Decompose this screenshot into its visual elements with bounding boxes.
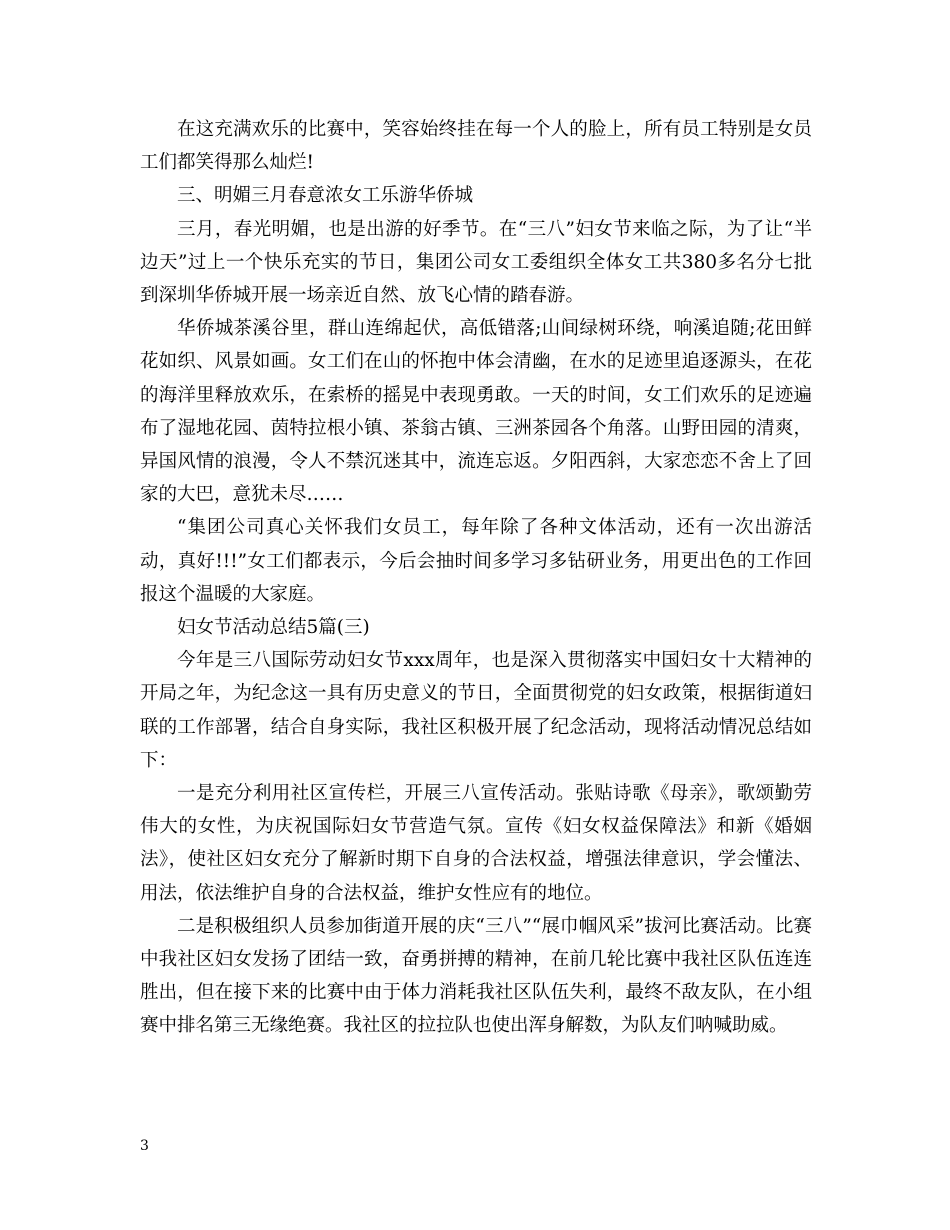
- paragraph-tug-of-war: 二是积极组织人员参加街道开展的庆“三八”“展巾帼风采”拔河比赛活动。比赛中我社区妇女发扬了团结一致，奋勇拼搏的精神，在前几轮比赛中我社区队伍连连胜出，但在接下来的比赛中由于体力消耗我社区队伍失利，最终不敌友队，在小组赛中排名第三无缘绝赛。我社区的拉拉队也使出浑身解数，为队友们呐喊助威。: [140, 915, 812, 1037]
- paragraph-tea-valley: 华侨城茶溪谷里，群山连绵起伏，高低错落;山间绿树环绕，响溪追随;花田鲜花如织、风景如画。女工们在山的怀抱中体会清幽，在水的足迹里追逐源头，在花的海洋里释放欢乐，在索桥的摇晃中表现勇敢。一天的时间，女工们欢乐的足迹遍布了湿地花园、茵特拉根小镇、茶翁古镇、三洲茶园各个角落。山野田园的清爽，异国风情的浪漫，令人不禁沉迷其中，流连忘返。夕阳西斜，大家恋恋不舍上了回家的大巴，意犹未尽……: [140, 318, 812, 506]
- paragraph-smiles: 在这充满欢乐的比赛中，笑容始终挂在每一个人的脸上，所有员工特别是女员工们都笑得那么灿烂!: [140, 119, 812, 174]
- paragraph-anniversary-intro: 今年是三八国际劳动妇女节xxx周年，也是深入贯彻落实中国妇女十大精神的开局之年，为纪念这一具有历史意义的节日，全面贯彻党的妇女政策，根据街道妇联的工作部署，结合自身实际，我社区积极开展了纪念活动，现将活动情况总结如下：: [140, 650, 812, 771]
- page-number: 3: [140, 1138, 149, 1154]
- document-page: [140, 113, 812, 1043]
- paragraph-march-outing: 三月，春光明媚，也是出游的好季节。在“三八”妇女节来临之际，为了让“半边天”过上一个快乐充实的节日，集团公司女工委组织全体女工共380多名分七批到深圳华侨城开展一场亲近自然、放飞心情的踏春游。: [140, 218, 812, 307]
- paragraph-employee-quote: “集团公司真心关怀我们女员工，每年除了各种文体活动，还有一次出游活动，真好!!!”女工们都表示，今后会抽时间多学习多钻研业务，用更出色的工作回报这个温暖的大家庭。: [140, 517, 812, 605]
- section-heading-spring-tour: 三、明媚三月春意浓女工乐游华侨城: [177, 185, 474, 207]
- section-heading-summary-3: 妇女节活动总结5篇(三): [177, 617, 370, 639]
- paragraph-bulletin-board: 一是充分利用社区宣传栏，开展三八宣传活动。张贴诗歌《母亲》，歌颂勤劳伟大的女性，为庆祝国际妇女节营造气氛。宣传《妇女权益保障法》和新《婚姻法》，使社区妇女充分了解新时期下自身的合法权益，增强法律意识，学会懂法、用法，依法维护自身的合法权益，维护女性应有的地位。: [140, 783, 812, 904]
